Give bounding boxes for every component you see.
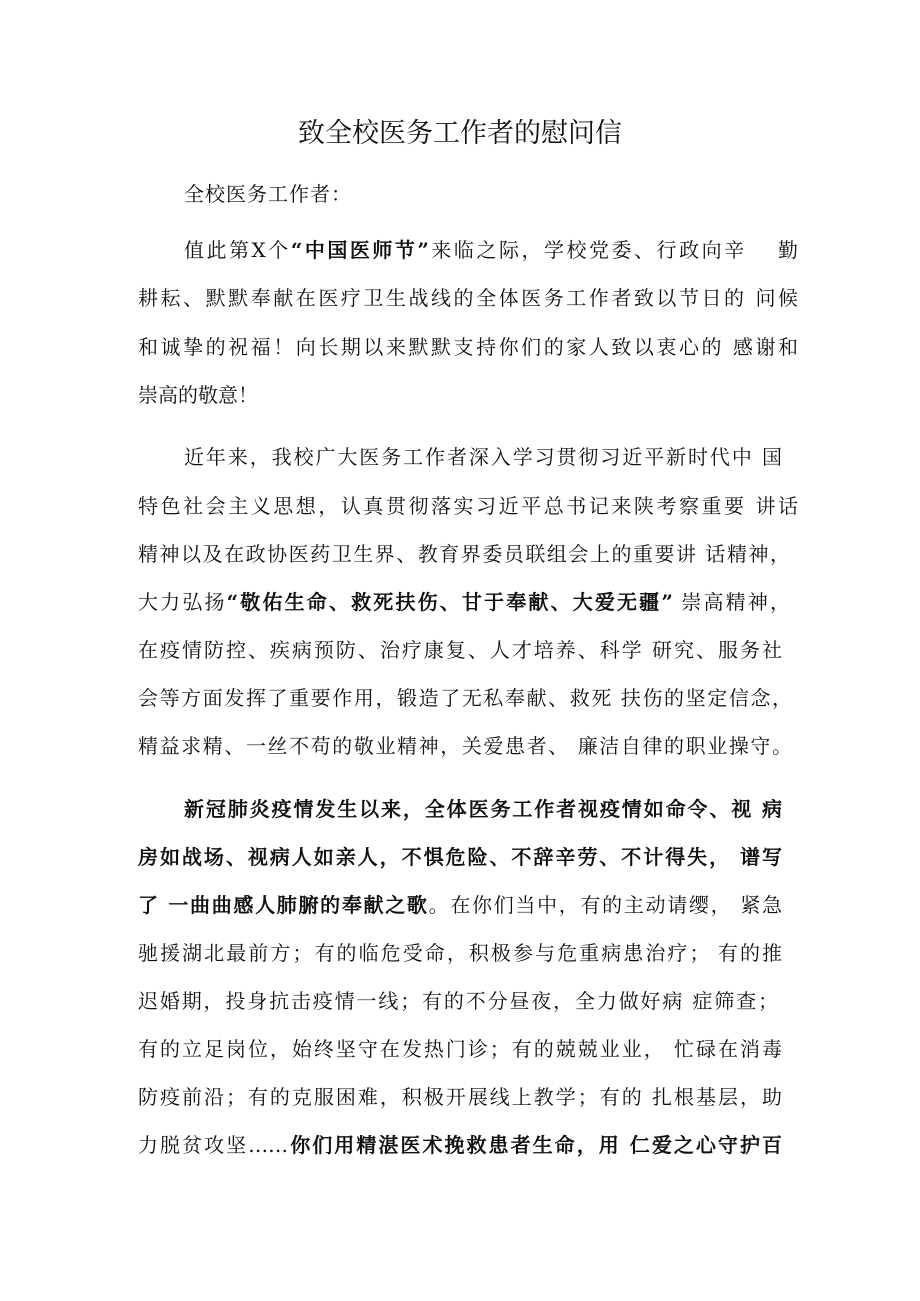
paragraph-1-line-1 — [184, 234, 798, 266]
paragraph-1-line-2: 耕耘、默默奉献在医疗卫生战线的全体医务工作者致以节日的 问候 — [138, 286, 798, 310]
paragraph-3-line-6: 有的立足岗位，始终坚守在发热门诊；有的兢兢业业， 忙碌在消毒 — [138, 1037, 782, 1061]
text-run: 来临之际，学校党委、行政向辛 勤 — [428, 238, 798, 262]
paragraph-3-line-8 — [138, 1129, 782, 1161]
paragraph-3-line-2: 房如战场、视病人如亲人，不惧危险、不辞辛劳、不计得失， 谱写 — [138, 845, 782, 869]
paragraph-2-line-1: 近年来，我校广大医务工作者深入学习贯彻习近平新时代中 国 — [184, 445, 782, 469]
paragraph-1-line-4: 崇高的敬意！ — [138, 383, 258, 407]
text-run: 。在你们当中，有的主动请缨， 紧急 — [428, 893, 783, 917]
paragraph-3-line-7: 防疫前沿；有的克服困难，积极开展线上教学；有的 扎根基层，助 — [138, 1085, 782, 1109]
text-run: 力脱贫攻坚…… — [138, 1133, 289, 1157]
emphasis-run: “敬佑生命、救死扶伤、甘于奉献、大爱无疆” — [226, 590, 673, 614]
paragraph-2-line-3: 精神以及在政协医药卫生界、教育界委员联组会上的重要讲 话精神， — [138, 542, 790, 566]
paragraph-3-line-4: 驰援湖北最前方；有的临危受命，积极参与危重病患治疗； 有的推 — [138, 941, 782, 965]
letter-title: 致全校医务工作者的慰问信 — [298, 118, 622, 149]
salutation: 全校医务工作者： — [184, 182, 352, 206]
paragraph-2-line-5: 在疫情防控、疾病预防、治疗康复、人才培养、科学 研究、服务社 — [138, 638, 782, 662]
emphasis-run: 了 一曲曲感人肺腑的奉献之歌 — [138, 893, 429, 917]
text-run: 崇高精神， — [672, 590, 790, 614]
paragraph-2-line-4 — [138, 586, 790, 618]
text-run: 值此第X个 — [184, 238, 291, 262]
emphasis-run: “中国医师节” — [290, 238, 429, 262]
paragraph-1-line-3: 和诚挚的祝福！向长期以来默默支持你们的家人致以衷心的 感谢和 — [138, 335, 798, 359]
paragraph-2-line-2: 特色社会主义思想，认真贯彻落实习近平总书记来陕考察重要 讲话 — [138, 494, 798, 518]
paragraph-3-line-1: 新冠肺炎疫情发生以来，全体医务工作者视疫情如命令、视 病 — [184, 797, 782, 821]
paragraph-3-line-5: 迟婚期，投身抗击疫情一线；有的不分昼夜，全力做好病 症筛查； — [138, 989, 778, 1013]
text-run: 大力弘扬 — [138, 590, 227, 614]
paragraph-2-line-6: 会等方面发挥了重要作用，锻造了无私奉献、救死 扶伤的坚定信念， — [138, 686, 792, 710]
paragraph-2-line-7: 精益求精、一丝不苟的敬业精神，关爱患者、 廉洁自律的职业操守。 — [138, 734, 792, 758]
paragraph-3-line-3 — [138, 889, 782, 921]
emphasis-run: 你们用精湛医术挽救患者生命，用 仁爱之心守护百 — [288, 1133, 782, 1157]
